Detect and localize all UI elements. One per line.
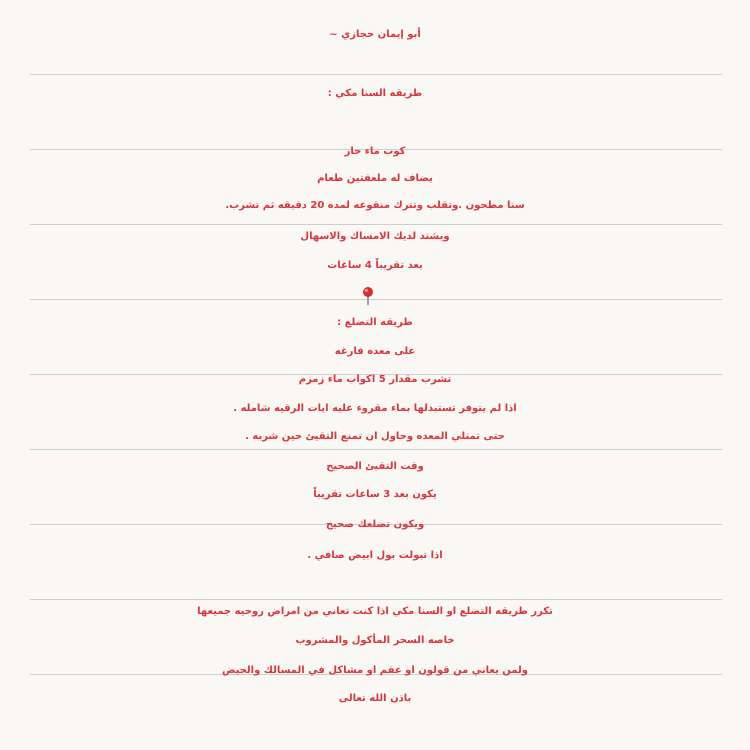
senna-line: بعد تقريباً 4 ساعات	[327, 260, 423, 271]
senna-line: كوب ماء حار	[344, 146, 406, 157]
closing-line: ولمن يعاني من قولون او عقم او مشاكل في المسالك والحيض	[222, 665, 528, 676]
vomit-line: اذا تبولت بول ابيض صافي .	[307, 550, 443, 561]
senna-heading: طريقه السنا مكي :	[327, 88, 423, 99]
rule-line	[30, 599, 722, 600]
senna-line: يضاف له ملعقتين طعام	[317, 173, 433, 184]
rule-line	[30, 449, 722, 450]
author-line: أبو إيمان حجازي ~	[329, 29, 421, 40]
rule-line	[30, 74, 722, 75]
senna-line: سنا مطحون .وتقلب وتترك منقوعه لمده 20 دقيقه ثم تشرب.	[225, 200, 525, 211]
vomit-heading: طريقه التضلع :	[337, 317, 413, 328]
vomit-line: يكون بعد 3 ساعات تقريباً	[313, 489, 437, 500]
vomit-line: على معده فارغه	[334, 346, 416, 357]
vomit-line: ويكون تضلعك صحيح	[325, 519, 425, 530]
closing-line: تكرر طريقه التضلع او السنا مكي اذا كنت تعاني من امراض روحيه جميعها	[197, 606, 553, 617]
closing-line: خاصه السحر المأكول والمشروب	[295, 635, 455, 646]
senna-line: ويشتد لديك الامساك والاسهال	[300, 231, 450, 242]
vomit-line: اذا لم يتوفر تستبدلها بماء مقروء عليه ايات الرقيه شامله .	[233, 403, 517, 414]
vomit-line: تشرب مقدار 5 اكواب ماء زمزم	[298, 374, 452, 385]
closing-line: باذن الله تعالى	[338, 693, 412, 704]
vomit-line: حتى تمتلي المعده وحاول ان تمنع التقيئ حين شربه .	[245, 431, 505, 442]
pushpin-icon	[358, 286, 378, 306]
vomit-line: وقت التقيئ الصحيح	[326, 461, 424, 472]
rule-line	[30, 224, 722, 225]
